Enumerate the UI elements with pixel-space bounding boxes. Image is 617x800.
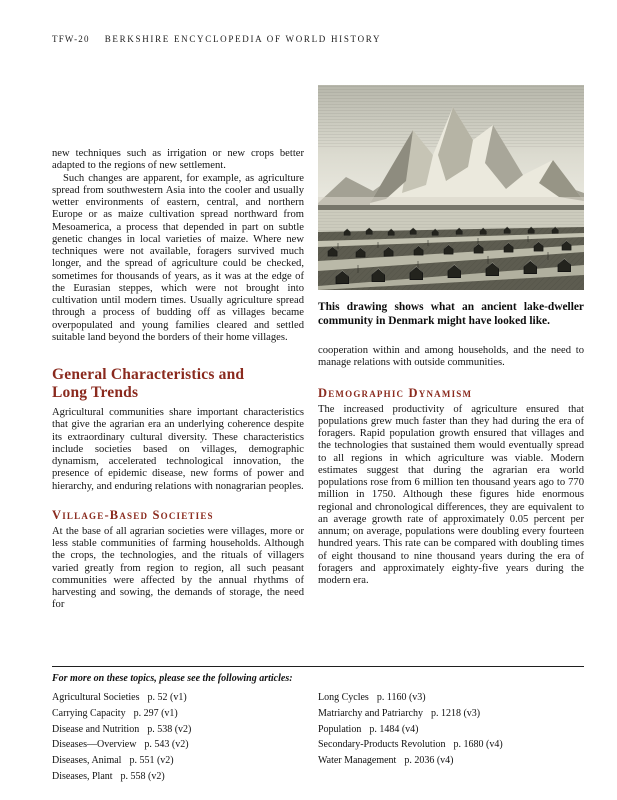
article-reference-page: p. 558 (v2) — [120, 770, 165, 782]
article-reference-page: p. 297 (v1) — [133, 707, 178, 719]
article-reference-title: Diseases, Plant — [52, 770, 113, 782]
article-reference-title: Water Management — [318, 755, 397, 767]
engraving-svg — [318, 85, 584, 290]
subheading-village-based-societies: Village-Based Societies — [52, 507, 214, 522]
article-reference-title: Population — [318, 723, 362, 735]
article-reference-page: p. 1680 (v4) — [453, 739, 503, 751]
refs-right-column — [318, 690, 584, 785]
left-column — [52, 85, 304, 612]
section-heading: General Characteristics and Long Trends — [52, 366, 245, 401]
two-column-body — [52, 85, 584, 612]
article-reference-title: Matriarchy and Patriarchy — [318, 707, 423, 719]
cross-references — [52, 666, 584, 785]
article-reference-page: p. 52 (v1) — [147, 692, 187, 703]
subheading-demographic-dynamism: Demographic Dynamism — [318, 385, 473, 400]
paragraph-spread-of-agriculture: Such changes are apparent, for example, as agriculture spread from southwestern Asia into the cooler and usually wetter environments of eastern, central, and northern Europe or as maize cultivation spread northward from Mesoamerica, a process that depended in part on subtle genetic changes in local varieties of maize. Where new techniques were not available, foragers survived much longer, and the spread of agriculture could be checked, sometimes for thousands of years, as it was at the edge of the Eurasian steppes, which were not brought into cultivation until modern times. Usually agriculture spread through a process of budding off as villages became overpopulated and young families cleared and settled suitable land beyond the borders of their home villages. — [52, 172, 304, 343]
lake-dweller-engraving — [318, 85, 584, 290]
article-reference-title: Diseases—Overview — [52, 739, 137, 751]
refs-intro: For more on these topics, please see the following articles: — [52, 673, 293, 684]
refs-left-column — [52, 690, 318, 785]
figure-caption: This drawing shows what an ancient lake-dweller community in Denmark might have looked like. — [318, 301, 584, 327]
book-title: BERKSHIRE ENCYCLOPEDIA OF WORLD HISTORY — [104, 34, 382, 44]
article-reference-title: Long Cycles — [318, 692, 369, 703]
paragraph-characteristics: Agricultural communities share important characteristics that give the agrarian era an underlying coherence despite its extraordinary cultural diversity. These characteristics include societies based on villages, demographic dynamism, accelerated technological innovation, the presence of epidemic disease, new forms of power and hierarchy, and enduring relations with nonagrarian peoples. — [52, 407, 304, 492]
article-reference — [318, 706, 584, 722]
paragraph-cooperation: cooperation within and among households, and the need to manage relations with outside communities. — [318, 345, 584, 369]
refs-columns — [52, 690, 584, 785]
right-column — [318, 85, 584, 612]
article-reference-title: Diseases, Animal — [52, 755, 122, 767]
article-reference-page: p. 543 (v2) — [144, 739, 189, 751]
article-reference — [52, 769, 318, 785]
article-reference — [52, 722, 318, 738]
page-label: TFW-20 — [52, 34, 90, 44]
article-reference-page: p. 551 (v2) — [129, 755, 174, 767]
running-head — [52, 34, 584, 44]
article-reference-page: p. 2036 (v4) — [404, 755, 454, 767]
article-reference — [52, 690, 318, 706]
article-reference-page: p. 1160 (v3) — [376, 692, 426, 703]
footer-rule — [52, 666, 584, 667]
article-reference — [318, 737, 584, 753]
article-reference — [318, 690, 584, 706]
article-reference-title: Agricultural Societies — [52, 692, 140, 703]
article-reference-page: p. 1484 (v4) — [369, 723, 419, 735]
paragraph-villages: At the base of all agrarian societies were villages, more or less stable communities of farming households. Although the crops, the technologies, and the rituals of villagers varied greatly from region to region, all such peasant communities were affected by the annual rhythms of harvesting and sowing, the demands of storage, the need for — [52, 525, 304, 611]
article-reference-page: p. 1218 (v3) — [430, 707, 481, 719]
paragraph-demographic: The increased productivity of agriculture ensured that populations grew much faster than they had during the era of foragers. Rapid population growth ensured that villages and the technologies that sustained them would eventually spread to all regions in which agriculture was viable. Modern estimates suggest that during the agrarian era world populations rose from 6 million ten thousand years ago to 770 million in 1750. Although these figures hide enormous regional and chronological differences, they are equivalent to an average growth rate of approximately 0.05 percent per annum; on average, populations were doubling every fourteen hundred years. This rate can be compared with doubling times of eight thousand to nine thousand years during the era of foragers and approximately eighty-five years during the modern era. — [318, 403, 584, 586]
article-reference-page: p. 538 (v2) — [147, 723, 192, 735]
article-reference-title: Disease and Nutrition — [52, 723, 140, 735]
paragraph-continuation: new techniques such as irrigation or new crops better adapted to the regions of new settlement. — [52, 148, 304, 172]
article-reference — [318, 722, 584, 738]
article-reference — [52, 753, 318, 769]
figure-lake-dweller — [318, 85, 584, 328]
article-reference — [52, 737, 318, 753]
article-reference-title: Carrying Capacity — [52, 707, 126, 719]
article-reference — [318, 753, 584, 769]
article-reference — [52, 706, 318, 722]
article-reference-title: Secondary-Products Revolution — [318, 739, 446, 751]
